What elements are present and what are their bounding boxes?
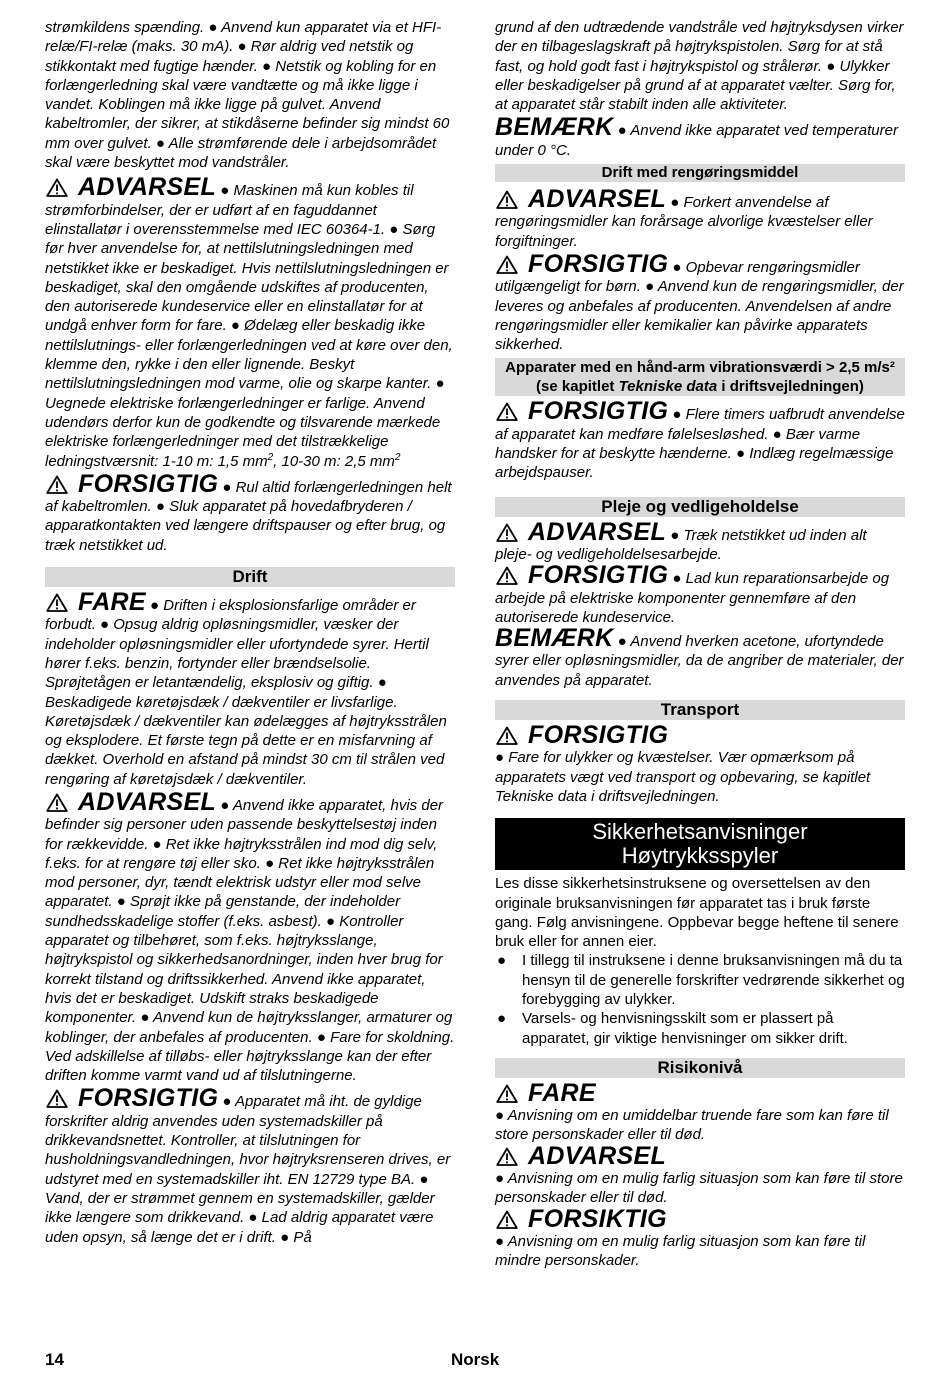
- signal-word: FARE: [78, 588, 146, 617]
- caution-block: FORSIGTIG ● Flere timers uafbrudt anvendelse af apparatet kan medføre følelsesløshed. ● Bær varme handsker for at beskytte hænderne. ● Indlæg regelmæssige arbejdspauser.: [495, 397, 905, 482]
- bullet-list: [495, 951, 905, 1047]
- section-heading-transport: Transport: [495, 700, 905, 720]
- section-heading-vibration: Apparater med en hånd-arm vibrationsværdi > 2,5 m/s² (se kapitlet Tekniske data i driftsvejledningen): [495, 358, 905, 396]
- warning-triangle-icon: [496, 523, 518, 542]
- signal-word: ADVARSEL: [78, 787, 217, 816]
- warning-block: ADVARSEL ● Anvend ikke apparatet, hvis der befinder sig personer uden passende beskyttelsestøj inden for rækkevidde. ● Ret ikke højtryksstrålen ind mod dig selv, f.eks. for at rengøre tøj eller sko. ● Ret ikke højtryksstrålen mod personer, dyr, tændt elektrisk udstyr eller mod selve apparatet. ● Sprøjt ikke på genstande, der indeholder sundhedsskadelige stoffer (f.eks. asbest). ● Kontroller apparatet og tilbehøret, som f.eks. højtryksslange, højtrykspistol og sikkerhedsanordninger, inden hver brug for korrekt tilstand og driftssikkerhed. Anvend ikke apparatet, hvis det er beskadiget. Udskift straks beskadigede komponenter. ● Anvend kun de højtryksslanger, armaturer og koblinger, der anbefales af producenten. ● Fare for skoldning. Ved adskillelse af tilløbs- eller højtryksslange kan der efter driften komme varmt vand ud af tilslutningerne.: [45, 787, 455, 1085]
- caution-block: FORSIGTIG ● Rul altid forlængerledningen helt af kabeltromlen. ● Sluk apparatet på hovedafbryderen / apparatkontakten ved længere driftspauser og efter brug, og træk netstikket ud.: [45, 469, 452, 554]
- section-heading-drift: Drift: [45, 567, 455, 587]
- paragraph: ● Fare for ulykker og kvæstelser. Vær opmærksom på apparatets vægt ved transport og opbevaring, se kapitlet Tekniske data i driftsvejledningen.: [495, 749, 871, 805]
- warning-triangle-icon: [496, 726, 518, 745]
- section-heading-cleaning-agent: Drift med rengøringsmiddel: [495, 164, 905, 182]
- warning-block: ADVARSEL ● Forkert anvendelse af rengøringsmidler kan forårsage alvorlige kvæstelser eller forgiftninger.: [495, 185, 873, 250]
- warning-triangle-icon: [496, 566, 518, 585]
- paragraph: strømkildens spænding. ● Anvend kun apparatet via et HFI-relæ/FI-relæ (maks. 30 mA). ● Rør aldrig ved netstik og stikkontakt med fugtige hænder. ● Netstik og kobling for en forlængerledning skal være vandtætte og må ikke ligge i vandet. Koblingen må ikke ligge på gulvet. Anvend kabeltromler, der sikrer, at stikdåserne befinder sig mindst 60 mm over gulvet. ● Alle strømførende dele i arbejdsområdet skal være beskyttet mod vandstråler.: [45, 19, 450, 172]
- intro-paragraph: Les disse sikkerhetsinstruksene og oversettelsen av den originale bruksanvisningen før apparatet tas i bruk første gang. Følg anvisningene. Oppbevar begge heftene til senere bruk eller for annen eier.: [495, 875, 899, 951]
- section-heading-care: Pleje og vedligeholdelse: [495, 497, 905, 517]
- signal-word: FORSIKTIG: [528, 1204, 667, 1233]
- risk-heading: [495, 1141, 905, 1170]
- danger-block: FARE ● Driften i eksplosionsfarlige områder er forbudt. ● Opsug aldrig opløsningsmidler, væsker der indeholder opløsningsmidler eller ufortyndede syrer. Hertil hører f.eks. benzin, fortynder eller brændselsolie. Sprøjtetågen er letantændelig, eksplosiv og giftig. ● Beskadigede køretøjsdæk / dækventiler er livsfarlige. Køretøjsdæk / dækventiler kan ødelægges af højtryksstrålen og eksplodere. Et første tegn på dette er en misfarvning af dækket. Overhold en afstand på mindst 30 cm til strålen ved rengøring af køretøjsdæk / dækventiler.: [45, 588, 447, 788]
- section-heading-risk-level: Risikonivå: [495, 1058, 905, 1078]
- signal-word: FARE: [528, 1078, 596, 1107]
- list-item: ● Varsels- og henvisningsskilt som er plassert på apparatet, gir viktige henvisninger om sikker drift.: [497, 1010, 848, 1047]
- warning-triangle-icon: [46, 793, 68, 812]
- warning-triangle-icon: [46, 178, 68, 197]
- right-column: [495, 18, 905, 1271]
- page-number: 14: [45, 1350, 64, 1369]
- risk-heading: [495, 1078, 905, 1107]
- warning-block: ADVARSEL ● Maskinen må kun kobles til strømforbindelser, der er udført af en faguddannet elinstallatør i overensstemmelse med IEC 60364-1. ● Sørg før hver anvendelse for, at nettilslutningsledningen med netstikket ikke er beskadiget. Hvis nettilslutningsledningen er beskadiget, skal den omgående udskiftes af producenten, den autoriserede kundeservice eller en elinstallatør for at undgå enhver form for fare. ● Ødelæg eller beskadig ikke nettilslutnings- eller forlængerledningen ved at køre over den, klemme den, rykke i den eller lignende. Beskyt nettilslutningsledningen mod varme, olie og skarpe kanter. ● Uegnede elektriske forlængerledninger er farlige. Anvend udendørs derfor kun de godkendte og tilsvarende mærkede elektriske forlængerledninger med det tilstrækkelige ledningstværsnit: 1-10 m: 1,5 $mm^2$, 10-30 m: 2,5 $mm^2$: [45, 173, 453, 470]
- paragraph: ● Anvisning om en mulig farlig situasjon som kan føre til store personskader eller til død.: [495, 1170, 903, 1207]
- signal-word: BEMÆRK: [495, 624, 614, 653]
- language-label: Norsk: [451, 1350, 500, 1369]
- list-item: ● I tillegg til instruksene i denne bruksanvisningen må du ta hensyn til de generelle forskrifter vedrørende sikkerhet og forebygging av ulykker.: [497, 952, 905, 1008]
- warning-triangle-icon: [496, 190, 518, 209]
- warning-triangle-icon: [46, 475, 68, 494]
- warning-triangle-icon: [46, 1089, 68, 1108]
- left-column: [45, 18, 455, 1247]
- note-block: BEMÆRK ● Anvend hverken acetone, ufortyndede syrer eller opløsningsmidler, da de angriber de materialer, der anvendes på apparatet.: [495, 624, 904, 689]
- warning-triangle-icon: [496, 255, 518, 274]
- signal-word: ADVARSEL: [528, 517, 667, 546]
- signal-word: FORSIGTIG: [528, 561, 669, 590]
- warning-triangle-icon: [496, 1147, 518, 1166]
- caution-block: FORSIGTIG ● Opbevar rengøringsmidler utilgængeligt for børn. ● Anvend kun de rengøringsmidler, der leveres og anbefales af producenten. Anvendelsen af andre rengøringsmidler eller kemikalier kan påvirke apparatets sikkerhed.: [495, 249, 904, 354]
- signal-word: FORSIGTIG: [528, 397, 669, 426]
- caution-block: FORSIGTIG ● Apparatet må iht. de gyldige forskrifter aldrig anvendes uden systemadskiller på drikkevandsnettet. Kontroller, at tilslutningen for husholdningsvandledningen, hvor højtryksrenseren drives, er udstyret med en systemadskiller iht. EN 12729 type BA. ● Vand, der er strømmet gennem en systemadskiller, gælder ikke længere som drikkevand. ● Lad aldrig apparatet være uden opsyn, så længe det er i drift. ● På: [45, 1084, 451, 1246]
- risk-heading: [495, 1204, 905, 1233]
- signal-word: ADVARSEL: [78, 173, 217, 202]
- warning-block: ADVARSEL ● Træk netstikket ud inden alt pleje- og vedligeholdelsesarbejde.: [495, 517, 867, 563]
- paragraph: grund af den udtrædende vandstråle ved højtryksdysen virker der en tilbageslagskraft på højtrykspistolen. Sørg for at stå fast, og hold godt fast i højtrykspistol og strålerør. ● Ulykker eller beskadigelser på grund af at apparatet vælter. Sørg for, at apparatet står stabilt inden alle aktiviteter.: [495, 19, 904, 114]
- signal-word: ADVARSEL: [528, 185, 667, 214]
- warning-triangle-icon: [496, 402, 518, 421]
- warning-triangle-icon: [46, 593, 68, 612]
- signal-word: FORSIGTIG: [528, 721, 669, 750]
- signal-word: BEMÆRK: [495, 113, 614, 142]
- warning-triangle-icon: [496, 1084, 518, 1103]
- signal-word: ADVARSEL: [528, 1141, 667, 1170]
- signal-word: FORSIGTIG: [78, 1084, 219, 1113]
- chapter-title: Sikkerhetsanvisninger Høytrykksspyler: [495, 818, 905, 870]
- caution-block: FORSIGTIG ● Lad kun reparationsarbejde og arbejde på elektriske komponenter gennemføre af den autoriserede kundeservice.: [495, 561, 890, 626]
- note-block: BEMÆRK ● Anvend ikke apparatet ved temperaturer under 0 °C.: [495, 113, 898, 159]
- caution-heading: [495, 721, 905, 750]
- paragraph: ● Anvisning om en umiddelbar truende fare som kan føre til store personskader eller til død.: [495, 1107, 889, 1144]
- warning-triangle-icon: [496, 1210, 518, 1229]
- paragraph: ● Anvisning om en mulig farlig situasjon som kan føre til mindre personskader.: [495, 1232, 866, 1270]
- signal-word: FORSIGTIG: [78, 469, 219, 498]
- signal-word: FORSIGTIG: [528, 249, 669, 278]
